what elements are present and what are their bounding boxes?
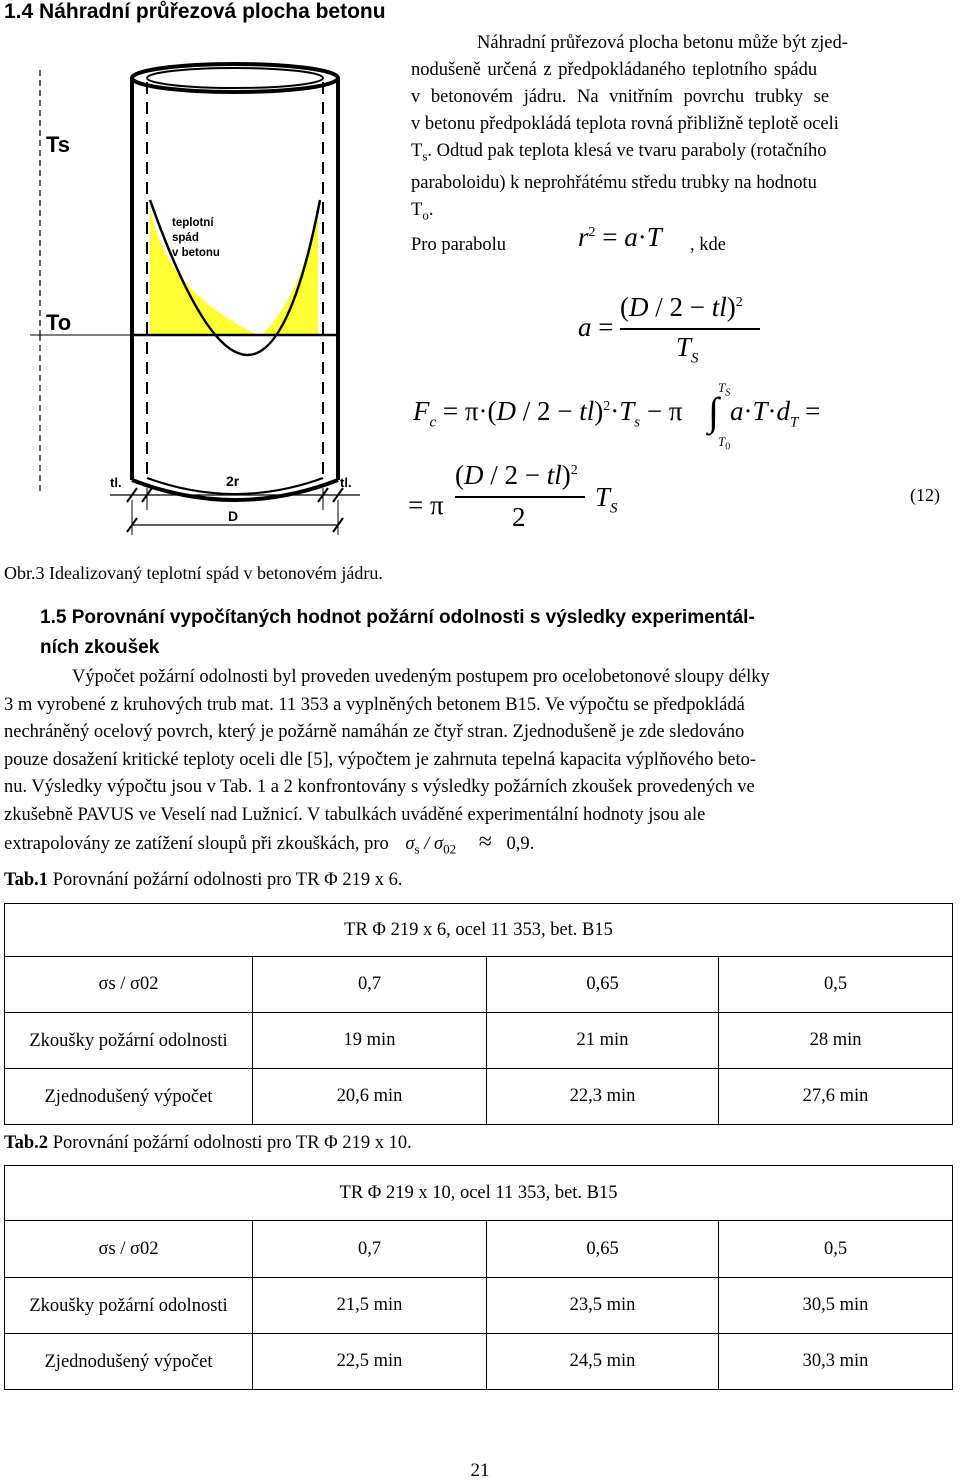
symbol-ts-sub: s bbox=[422, 148, 428, 164]
table2-row2-c3: 30,3 min bbox=[719, 1334, 953, 1390]
table2-ratio-3: 0,5 bbox=[719, 1221, 953, 1278]
label-zone-2: spád bbox=[172, 232, 199, 244]
fraction-bar-a bbox=[620, 328, 760, 330]
table1-row1-c3: 28 min bbox=[719, 1013, 953, 1069]
table1-row2-c2: 22,3 min bbox=[487, 1069, 719, 1125]
table2-row1-c3: 30,5 min bbox=[719, 1278, 953, 1334]
table1-ratio-2: 0,65 bbox=[487, 957, 719, 1013]
table1-caption-label: Tab.1 bbox=[4, 870, 49, 890]
integral-lower: $T_0$ bbox=[718, 434, 731, 453]
intro-line-7 bbox=[411, 197, 951, 229]
body-line-1: Výpočet požární odolnosti byl proveden uvedeným postupem pro ocelobetonové sloupy délky bbox=[72, 667, 770, 687]
intro-line-5 bbox=[411, 138, 951, 170]
label-zone-1: teplotní bbox=[172, 217, 214, 229]
label-to: To bbox=[46, 310, 72, 335]
fraction-bar-result bbox=[455, 496, 585, 498]
parabola-suffix: , kde bbox=[690, 235, 726, 255]
equation-fc: $F_c = \pi\cdot(D / 2 - tl)^2\cdot T_s - \pi$ bbox=[413, 396, 683, 431]
intro-line-4: v betonu předpokládá teplota rovná přibližně teplotě oceli bbox=[411, 114, 839, 134]
sigma-s-sub: s bbox=[414, 841, 420, 857]
label-tl-right: tl. bbox=[340, 475, 352, 490]
table2-row2-c1: 22,5 min bbox=[253, 1334, 487, 1390]
table1-row1-c1: 19 min bbox=[253, 1013, 487, 1069]
table1-row1-label: Zkoušky požární odolnosti bbox=[5, 1013, 253, 1069]
ratio-value: 0,9. bbox=[506, 834, 535, 854]
integral-upper: $T_S$ bbox=[718, 380, 731, 399]
pipe-temperature-figure bbox=[0, 30, 380, 560]
body-line-5: nu. Výsledky výpočtu jsou v Tab. 1 a 2 konfrontovány s výsledky požárních zkoušek provedených ve bbox=[4, 777, 755, 797]
section2-title-line2: ních zkoušek bbox=[40, 637, 160, 658]
body-line-3: nechráněný ocelový povrch, který je požárně namáhán ze čtyř stran. Zjednodušeně je zde sledováno bbox=[4, 722, 745, 742]
pipe-top-inner bbox=[147, 68, 323, 88]
table1-ratio-label: σs / σ02 bbox=[5, 957, 253, 1013]
symbol-ts: T bbox=[411, 141, 423, 161]
table1 bbox=[4, 903, 953, 1125]
table2-caption bbox=[4, 1133, 412, 1154]
table2-caption-label: Tab.2 bbox=[4, 1133, 49, 1153]
table2-row1-label: Zkoušky požární odolnosti bbox=[5, 1278, 253, 1334]
table1-caption bbox=[4, 870, 402, 891]
table1-caption-text: Porovnání požární odolnosti pro TR Φ 219 x 6. bbox=[48, 870, 403, 890]
integral-body: $a\cdot T\cdot d_T$ = bbox=[730, 396, 821, 431]
body-paragraph bbox=[4, 664, 952, 863]
table2-ratio-1: 0,7 bbox=[253, 1221, 487, 1278]
intro-line-2: nodušeně určená z předpokládaného teplotního spádu bbox=[411, 60, 818, 80]
table1-row2-label: Zjednodušený výpočet bbox=[5, 1069, 253, 1125]
label-tl-left: tl. bbox=[110, 475, 122, 490]
section2-title-line1: 1.5 Porovnání vypočítaných hodnot požární odolnosti s výsledky experimentál- bbox=[40, 607, 755, 628]
figure-caption bbox=[4, 563, 383, 584]
intro-line-3: v betonovém jádru. Na vnitřním povrchu trubky se bbox=[411, 87, 830, 107]
label-zone-3: v betonu bbox=[172, 247, 220, 259]
table1-row1-c2: 21 min bbox=[487, 1013, 719, 1069]
body-line-6: zkušebně PAVUS ve Veselí nad Lužnicí. V tabulkách uváděné experimentální hodnoty jsou ale bbox=[4, 804, 706, 825]
body-line-7-text: extrapolovány ze zatížení sloupů při zkouškách, pro bbox=[4, 834, 389, 854]
table1-row2-c3: 27,6 min bbox=[719, 1069, 953, 1125]
body-line-7 bbox=[4, 829, 952, 863]
body-line-4: pouze dosažení kritické teploty oceli dle [5], výpočtem je zahrnuta tepelná kapacita výplňového beto- bbox=[4, 749, 757, 770]
intro-line-1: Náhradní průřezová plocha betonu může být zjed- bbox=[477, 33, 848, 53]
table1-ratio-1: 0,7 bbox=[253, 957, 487, 1013]
equation-parabola: $r^2 = a\cdot T$ bbox=[578, 222, 662, 252]
intro-line-6: paraboloidu) k neprohřátému středu trubky na hodnotu bbox=[411, 172, 817, 193]
symbol-to: T bbox=[411, 199, 423, 220]
equation-result-numerator: (D / 2 − tl)$^2$ bbox=[455, 460, 578, 490]
label-2r: 2r bbox=[226, 473, 240, 489]
equation-number: (12) bbox=[910, 485, 940, 505]
equation-a-numerator: (D / 2 − tl)$^2$ bbox=[620, 292, 743, 322]
table2-row1-c1: 21,5 min bbox=[253, 1278, 487, 1334]
section-title: 1.4 Náhradní průřezová plocha betonu bbox=[4, 0, 386, 23]
table2-row2-c2: 24,5 min bbox=[487, 1334, 719, 1390]
table1-header: TR Φ 219 x 6, ocel 11 353, bet. B15 bbox=[5, 904, 953, 957]
equation-result-lead: = π bbox=[408, 490, 444, 520]
equation-result-ts: $T_S$ bbox=[595, 482, 618, 517]
temperature-zone-right bbox=[262, 205, 318, 335]
page-number: 21 bbox=[470, 1460, 490, 1481]
table2-ratio-label: σs / σ02 bbox=[5, 1221, 253, 1278]
intro-line-5-text: . Odtud pak teplota klesá ve tvaru paraboly (rotačního bbox=[427, 141, 827, 161]
sigma-02-sub: 02 bbox=[443, 841, 457, 857]
label-d: D bbox=[228, 508, 239, 524]
figure-caption-text: Obr.3 Idealizovaný teplotní spád v betonovém jádru. bbox=[4, 563, 383, 583]
table2-caption-text: Porovnání požární odolnosti pro TR Φ 219 x 10. bbox=[48, 1133, 412, 1153]
equation-result-denominator: 2 bbox=[512, 502, 526, 532]
label-ts: Ts bbox=[46, 132, 71, 157]
body-line-2: 3 m vyrobené z kruhových trub mat. 11 353 a vyplněných betonem B15. Ve výpočtu se předpokládá bbox=[4, 694, 745, 715]
table2-header: TR Φ 219 x 10, ocel 11 353, bet. B15 bbox=[5, 1166, 953, 1221]
symbol-to-sub: o bbox=[422, 207, 429, 223]
equation-a: a = bbox=[578, 312, 614, 342]
sigma-s: σ bbox=[405, 834, 415, 854]
table2-row2-label: Zjednodušený výpočet bbox=[5, 1334, 253, 1390]
intro-line-7-end: . bbox=[428, 199, 434, 220]
parabola-label: Pro parabolu bbox=[411, 235, 507, 255]
sigma-02: / σ bbox=[419, 834, 444, 854]
equation-a-denominator: $T_S$ bbox=[676, 332, 699, 367]
table2-ratio-2: 0,65 bbox=[487, 1221, 719, 1278]
integral-sign: ∫ bbox=[708, 389, 719, 434]
table1-row2-c1: 20,6 min bbox=[253, 1069, 487, 1125]
intro-paragraph bbox=[411, 30, 951, 228]
section2-title bbox=[40, 603, 940, 663]
table2-row1-c2: 23,5 min bbox=[487, 1278, 719, 1334]
table1-ratio-3: 0,5 bbox=[719, 957, 953, 1013]
table2 bbox=[4, 1165, 953, 1390]
approx-sign: ≈ bbox=[478, 829, 492, 855]
